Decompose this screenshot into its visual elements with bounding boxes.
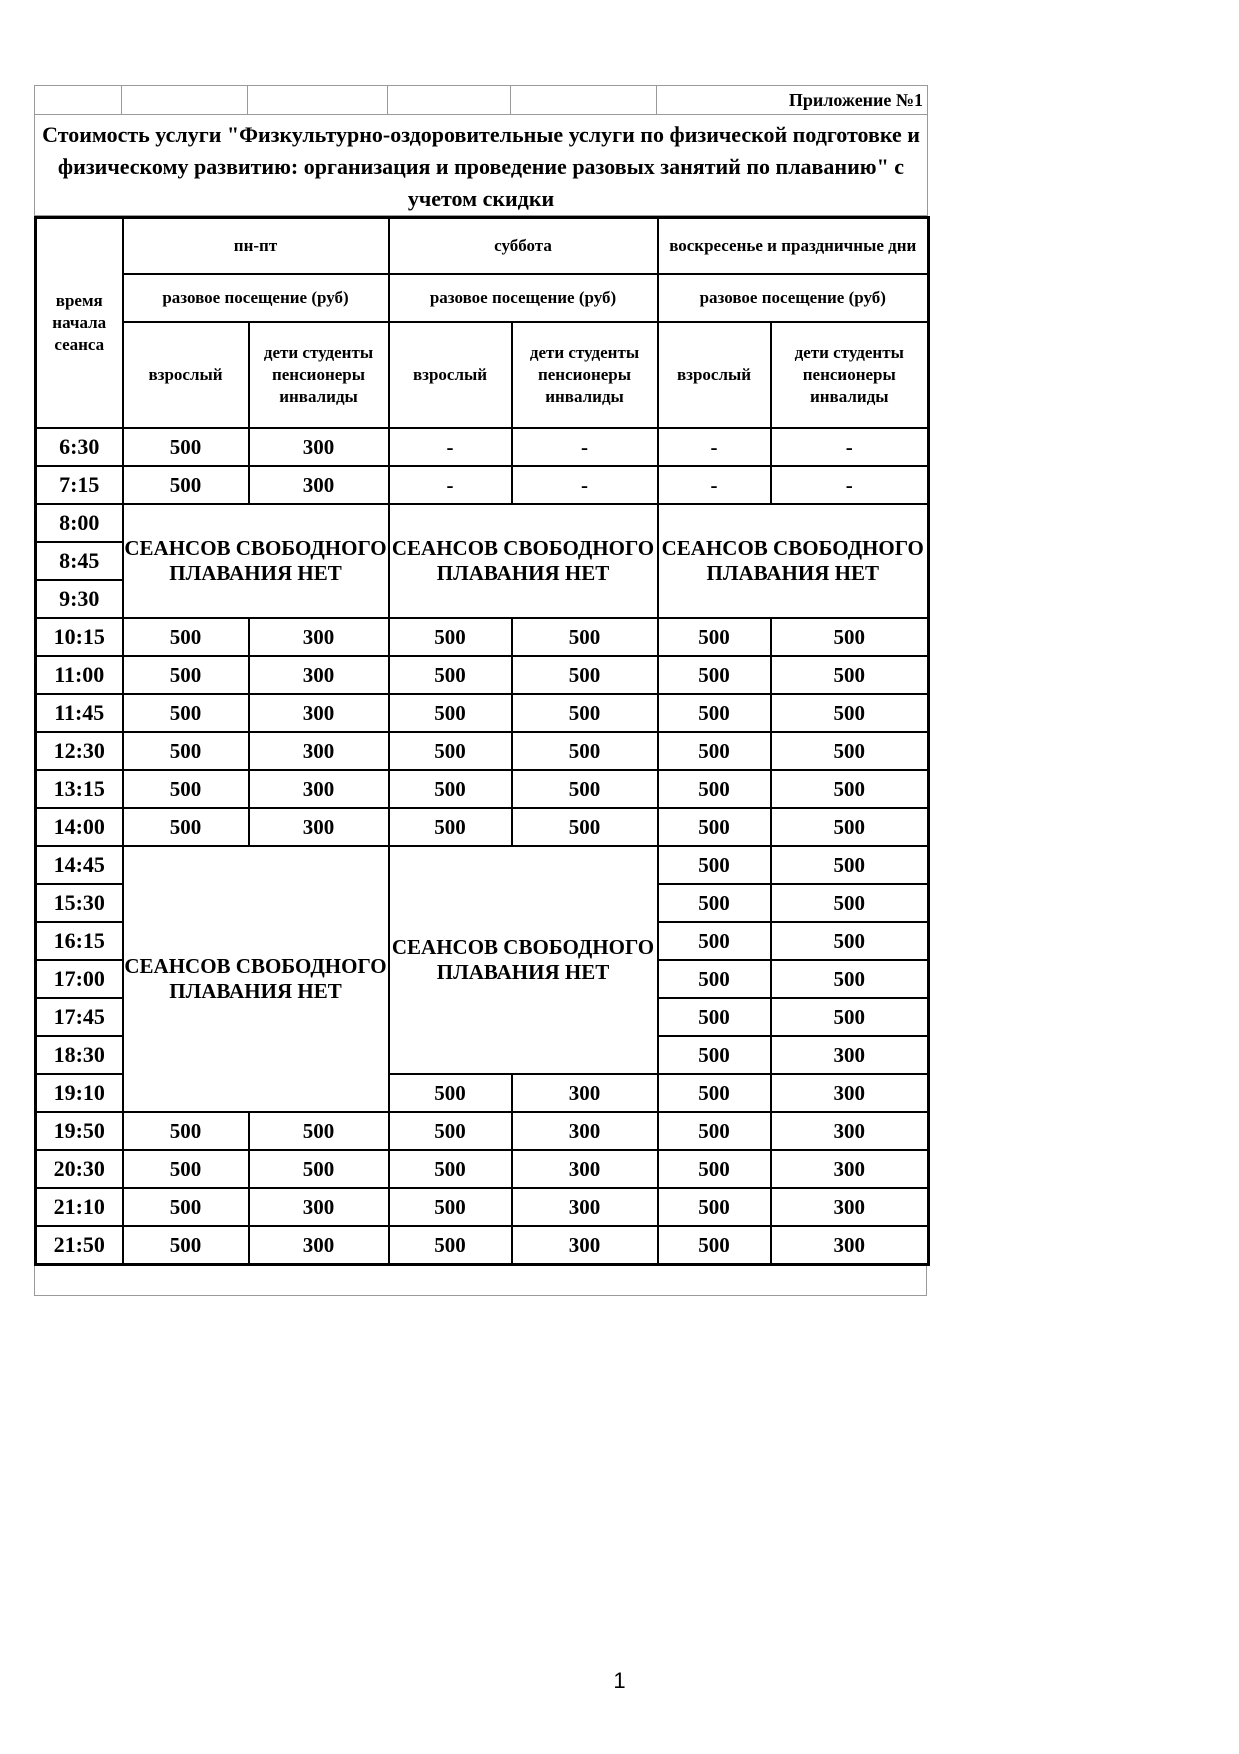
reduced-price-sunday: 500 — [771, 694, 929, 732]
reduced-price-sunday: - — [771, 466, 929, 504]
adult-price-saturday: 500 — [389, 1226, 512, 1265]
session-time: 19:10 — [36, 1074, 123, 1112]
adult-price-weekday: 500 — [123, 770, 249, 808]
reduced-header-sunday: дети студенты пенсионеры инвалиды — [771, 322, 929, 428]
adult-header-sunday: взрослый — [658, 322, 771, 428]
reduced-price-saturday: 300 — [512, 1112, 658, 1150]
reduced-price-sunday: 300 — [771, 1188, 929, 1226]
reduced-price-sunday: 500 — [771, 884, 929, 922]
reduced-price-sunday: 500 — [771, 846, 929, 884]
adult-price-weekday: 500 — [123, 732, 249, 770]
price-table — [34, 216, 930, 1266]
reduced-header-saturday: дети студенты пенсионеры инвалиды — [512, 322, 658, 428]
table-row — [36, 732, 929, 770]
adult-price-weekday: 500 — [123, 694, 249, 732]
table-row — [36, 618, 929, 656]
reduced-price-sunday: 500 — [771, 656, 929, 694]
adult-header-saturday: взрослый — [389, 322, 512, 428]
adult-price-sunday: 500 — [658, 846, 771, 884]
session-time: 17:45 — [36, 998, 123, 1036]
adult-price-sunday: 500 — [658, 618, 771, 656]
reduced-price-weekday: 300 — [249, 428, 389, 466]
session-time: 18:30 — [36, 1036, 123, 1074]
reduced-price-saturday: 500 — [512, 770, 658, 808]
adult-price-sunday: 500 — [658, 1112, 771, 1150]
no-sessions-note-sunday: СЕАНСОВ СВОБОДНОГО ПЛАВАНИЯ НЕТ — [658, 504, 929, 618]
reduced-price-sunday: 300 — [771, 1074, 929, 1112]
adult-price-saturday: 500 — [389, 1150, 512, 1188]
adult-price-sunday: 500 — [658, 656, 771, 694]
session-time: 6:30 — [36, 428, 123, 466]
adult-price-saturday: 500 — [389, 1074, 512, 1112]
adult-price-weekday: 500 — [123, 656, 249, 694]
reduced-price-saturday: 300 — [512, 1188, 658, 1226]
adult-price-weekday: 500 — [123, 808, 249, 846]
session-time: 14:00 — [36, 808, 123, 846]
reduced-price-sunday: 300 — [771, 1226, 929, 1265]
reduced-price-weekday: 300 — [249, 694, 389, 732]
session-time: 8:00 — [36, 504, 123, 542]
no-sessions-note-weekday: СЕАНСОВ СВОБОДНОГО ПЛАВАНИЯ НЕТ — [123, 846, 389, 1112]
table-row — [36, 846, 929, 884]
adult-price-weekday: 500 — [123, 1150, 249, 1188]
table-row — [36, 1150, 929, 1188]
page-title: Стоимость услуги "Физкультурно-оздоровительные услуги по физической подготовке и физическому развитию: организация и проведение разовых занятий по плаванию" с учетом скидки — [35, 115, 928, 216]
adult-price-saturday: 500 — [389, 656, 512, 694]
adult-price-weekday: 500 — [123, 466, 249, 504]
adult-header-weekday: взрослый — [123, 322, 249, 428]
reduced-price-saturday: 300 — [512, 1226, 658, 1265]
table-row — [36, 808, 929, 846]
reduced-price-saturday: 500 — [512, 618, 658, 656]
adult-price-saturday: - — [389, 428, 512, 466]
visit-header-weekday: разовое посещение (руб) — [123, 274, 389, 322]
appendix-label: Приложение №1 — [657, 86, 928, 115]
adult-price-sunday: - — [658, 428, 771, 466]
session-time: 8:45 — [36, 542, 123, 580]
reduced-price-sunday: 300 — [771, 1150, 929, 1188]
adult-price-weekday: 500 — [123, 1112, 249, 1150]
time-column-header: время начала сеанса — [36, 218, 123, 429]
reduced-price-sunday: - — [771, 428, 929, 466]
reduced-price-sunday: 500 — [771, 922, 929, 960]
reduced-price-weekday: 300 — [249, 770, 389, 808]
reduced-price-weekday: 500 — [249, 1112, 389, 1150]
adult-price-weekday: 500 — [123, 1226, 249, 1265]
adult-price-sunday: 500 — [658, 694, 771, 732]
session-time: 10:15 — [36, 618, 123, 656]
adult-price-sunday: 500 — [658, 1188, 771, 1226]
reduced-price-sunday: 500 — [771, 618, 929, 656]
adult-price-saturday: 500 — [389, 1188, 512, 1226]
no-sessions-note-saturday: СЕАНСОВ СВОБОДНОГО ПЛАВАНИЯ НЕТ — [389, 846, 658, 1074]
day-header-saturday: суббота — [389, 218, 658, 275]
price-sheet — [34, 85, 927, 1296]
adult-price-saturday: 500 — [389, 694, 512, 732]
table-row — [36, 1188, 929, 1226]
reduced-price-saturday: 300 — [512, 1150, 658, 1188]
reduced-price-weekday: 300 — [249, 1226, 389, 1265]
session-time: 20:30 — [36, 1150, 123, 1188]
day-header-sunday: воскресенье и праздничные дни — [658, 218, 929, 275]
adult-price-sunday: - — [658, 466, 771, 504]
reduced-price-saturday: - — [512, 466, 658, 504]
reduced-price-sunday: 500 — [771, 808, 929, 846]
sheet-top — [34, 85, 928, 216]
session-time: 11:00 — [36, 656, 123, 694]
reduced-price-saturday: 500 — [512, 732, 658, 770]
adult-price-sunday: 500 — [658, 998, 771, 1036]
reduced-price-weekday: 300 — [249, 808, 389, 846]
session-time: 11:45 — [36, 694, 123, 732]
visit-header-saturday: разовое посещение (руб) — [389, 274, 658, 322]
adult-price-weekday: 500 — [123, 618, 249, 656]
reduced-price-sunday: 300 — [771, 1112, 929, 1150]
table-row — [36, 466, 929, 504]
adult-price-saturday: 500 — [389, 618, 512, 656]
adult-price-sunday: 500 — [658, 1150, 771, 1188]
session-time: 21:10 — [36, 1188, 123, 1226]
no-sessions-note-weekday: СЕАНСОВ СВОБОДНОГО ПЛАВАНИЯ НЕТ — [123, 504, 389, 618]
adult-price-saturday: 500 — [389, 808, 512, 846]
reduced-price-saturday: 300 — [512, 1074, 658, 1112]
adult-price-saturday: 500 — [389, 1112, 512, 1150]
table-row — [36, 428, 929, 466]
session-time: 16:15 — [36, 922, 123, 960]
page-number: 1 — [613, 1668, 626, 1693]
session-time: 7:15 — [36, 466, 123, 504]
visit-header-sunday: разовое посещение (руб) — [658, 274, 929, 322]
table-row — [36, 770, 929, 808]
adult-price-sunday: 500 — [658, 884, 771, 922]
table-row — [36, 1226, 929, 1265]
reduced-price-sunday: 500 — [771, 732, 929, 770]
adult-price-saturday: 500 — [389, 770, 512, 808]
adult-price-sunday: 500 — [658, 960, 771, 998]
adult-price-sunday: 500 — [658, 770, 771, 808]
adult-price-saturday: - — [389, 466, 512, 504]
table-row — [36, 656, 929, 694]
session-time: 21:50 — [36, 1226, 123, 1265]
session-time: 17:00 — [36, 960, 123, 998]
adult-price-sunday: 500 — [658, 732, 771, 770]
adult-price-sunday: 500 — [658, 1226, 771, 1265]
no-sessions-note-saturday: СЕАНСОВ СВОБОДНОГО ПЛАВАНИЯ НЕТ — [389, 504, 658, 618]
session-time: 13:15 — [36, 770, 123, 808]
adult-price-sunday: 500 — [658, 1036, 771, 1074]
session-time: 9:30 — [36, 580, 123, 618]
adult-price-weekday: 500 — [123, 1188, 249, 1226]
reduced-price-sunday: 500 — [771, 960, 929, 998]
reduced-price-weekday: 500 — [249, 1150, 389, 1188]
reduced-price-sunday: 300 — [771, 1036, 929, 1074]
reduced-price-weekday: 300 — [249, 618, 389, 656]
reduced-price-saturday: - — [512, 428, 658, 466]
reduced-price-weekday: 300 — [249, 732, 389, 770]
table-row — [36, 504, 929, 542]
day-header-weekday: пн-пт — [123, 218, 389, 275]
adult-price-weekday: 500 — [123, 428, 249, 466]
reduced-price-sunday: 500 — [771, 770, 929, 808]
session-time: 12:30 — [36, 732, 123, 770]
adult-price-sunday: 500 — [658, 1074, 771, 1112]
reduced-price-saturday: 500 — [512, 694, 658, 732]
session-time: 19:50 — [36, 1112, 123, 1150]
adult-price-saturday: 500 — [389, 732, 512, 770]
table-row — [36, 694, 929, 732]
reduced-price-saturday: 500 — [512, 808, 658, 846]
table-row — [36, 1112, 929, 1150]
adult-price-sunday: 500 — [658, 808, 771, 846]
reduced-price-weekday: 300 — [249, 466, 389, 504]
reduced-price-weekday: 300 — [249, 1188, 389, 1226]
reduced-price-weekday: 300 — [249, 656, 389, 694]
sheet-footer — [34, 1266, 927, 1296]
adult-price-sunday: 500 — [658, 922, 771, 960]
reduced-price-saturday: 500 — [512, 656, 658, 694]
session-time: 15:30 — [36, 884, 123, 922]
reduced-header-weekday: дети студенты пенсионеры инвалиды — [249, 322, 389, 428]
reduced-price-sunday: 500 — [771, 998, 929, 1036]
session-time: 14:45 — [36, 846, 123, 884]
